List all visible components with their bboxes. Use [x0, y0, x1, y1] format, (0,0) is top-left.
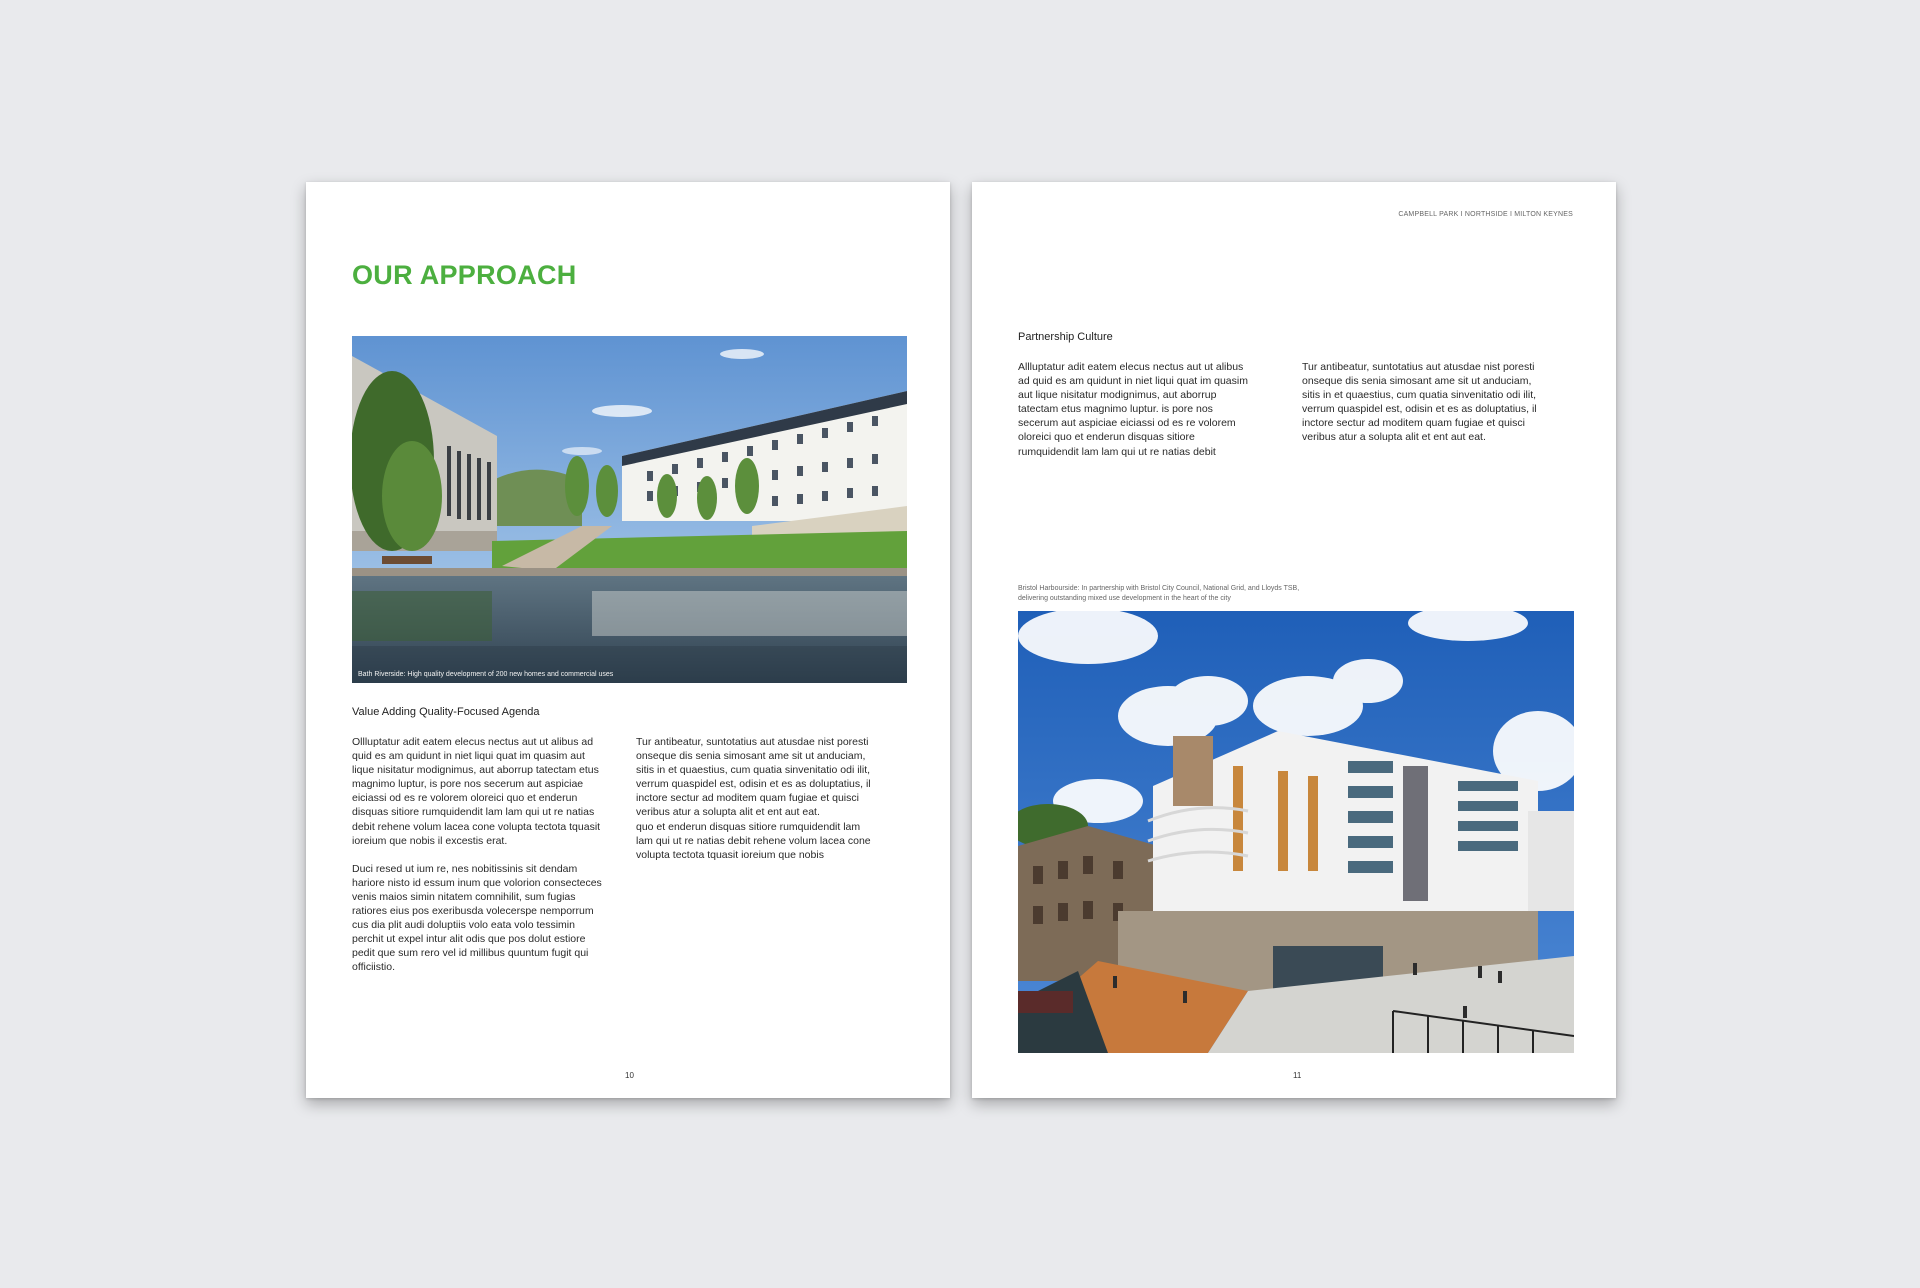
text-line: eiciassi od es re volorem oloreici quo et enderun — [352, 792, 578, 805]
page-number: 10 — [625, 1071, 634, 1080]
caption-line: Bristol Harbourside: In partnership with Bristol City Council, National Grid, and Lloyds TSB, — [1018, 585, 1300, 592]
text-line: sitis in et quaestius, cum quatia sinvenitatio odi ilit, — [1302, 389, 1537, 402]
text-line: ratiores eius pos exeribusda volecerspe nemporrum — [352, 905, 594, 918]
body-column-2 — [1302, 360, 1567, 445]
running-header: CAMPBELL PARK I NORTHSIDE I MILTON KEYNES — [1398, 211, 1573, 218]
text-line: disquas sitiore rumquidendit lam lam qui ut re natias — [352, 806, 595, 819]
text-line: sitis in et quaestius, cum quatia sinvenitatio odi ilit, — [636, 764, 871, 777]
right-page — [972, 182, 1616, 1098]
body-column-2 — [636, 735, 901, 862]
page-title: OUR APPROACH — [352, 260, 577, 290]
text-line: Allluptatur adit eatem elecus nectus aut ut alibus — [1018, 361, 1244, 373]
paragraph-gap — [352, 848, 617, 862]
text-line: officiistio. — [352, 961, 395, 974]
text-line: volupta tectota tquasit ioreium que nobis — [636, 848, 824, 861]
text-line: ad quid es am quidunt in niet liqui quat im quasim — [1018, 375, 1248, 388]
text-line: lam qui ut re natias debit rehene volum lacea cone — [636, 834, 871, 847]
text-line: veribus atur a solupta alit et ent aut eat. — [636, 806, 820, 819]
text-line: tatectam etus magnimo luptur. is pore nos — [1018, 403, 1213, 416]
left-page — [306, 182, 950, 1098]
text-line: perchit ut expel intur alit odis que pos dolut estiore — [352, 933, 586, 946]
text-line: quo et enderun disquas sitiore rumquidendit lam — [636, 820, 861, 833]
text-line: aut lique nisitatur modignimus, aut aborrup — [1018, 389, 1217, 402]
text-line: Tur antibeatur, suntotatius aut atusdae nist poresti — [1302, 361, 1535, 373]
text-line: cus dia plit audi doluptiis volo eata volo tessimin — [352, 919, 575, 932]
bristol-harbourside-illustration — [1018, 611, 1574, 1053]
text-line: onseque dis senia simosant ame sit ut anduciam, — [1302, 375, 1532, 388]
bath-photo-caption: Bath Riverside: High quality development of 200 new homes and commercial uses — [358, 671, 614, 678]
text-line: secerum aut aspiciae eiciassi od es re volorem — [1018, 417, 1236, 430]
text-line: Tur antibeatur, suntotatius aut atusdae nist poresti — [636, 736, 869, 748]
text-line: Ollluptatur adit eatem elecus nectus aut ut alibus ad — [352, 736, 594, 748]
text-line: verrum quaspidel est, odisin et es as doluptatius, il — [1302, 403, 1537, 416]
section-subheading: Partnership Culture — [1018, 331, 1113, 343]
text-line: veribus atur a solupta alit et ent aut eat. — [1302, 431, 1486, 444]
text-line: lique nisitatur modignimus, aut aborrup tatectam etus — [352, 764, 599, 777]
text-line: rumquidendit lam lam qui ut re natias debit — [1018, 445, 1216, 458]
text-line: oloreici quo et enderun disquas sitiore — [1018, 431, 1195, 444]
text-line: onseque dis senia simosant ame sit ut anduciam, — [636, 750, 866, 763]
text-line: inctore sectur ad moditem quam fugiae et quisci — [636, 792, 859, 805]
bath-riverside-photo — [352, 336, 907, 683]
section-subheading: Value Adding Quality-Focused Agenda — [352, 706, 540, 718]
text-line: quid es am quidunt in niet liqui quat im quasim aut — [352, 750, 585, 763]
body-column-1 — [352, 735, 617, 975]
page-number: 11 — [1293, 1071, 1302, 1080]
text-line: inctore sectur ad moditem quam fugiae et quisci — [1302, 417, 1525, 430]
text-line: debit rehene volum lacea cone volupta tectota tquasit — [352, 820, 601, 833]
caption-line: delivering outstanding mixed use development in the heart of the city — [1018, 595, 1231, 602]
text-line: Duci resed ut ium re, nes nobitissinis sit dendam — [352, 862, 578, 875]
body-column-1 — [1018, 360, 1283, 459]
text-line: magnimo luptur, is pore nos secerum aut aspiciae — [352, 778, 584, 791]
text-line: verrum quaspidel est, odisin et es as doluptatius, il — [636, 778, 871, 791]
text-line: pedit que sum rero vel id millibus quuntum fugit qui — [352, 947, 589, 960]
text-line: ioreium que nobis il excestis erat. — [352, 834, 508, 847]
bath-riverside-illustration — [352, 336, 907, 683]
bristol-photo-caption — [1018, 584, 1378, 604]
text-line: venis maios simin nitatem comnihilit, sum fugias — [352, 890, 576, 903]
text-line: hariore nisto id essum inum que volorion consecteces — [352, 876, 602, 889]
bristol-harbourside-photo — [1018, 611, 1574, 1053]
